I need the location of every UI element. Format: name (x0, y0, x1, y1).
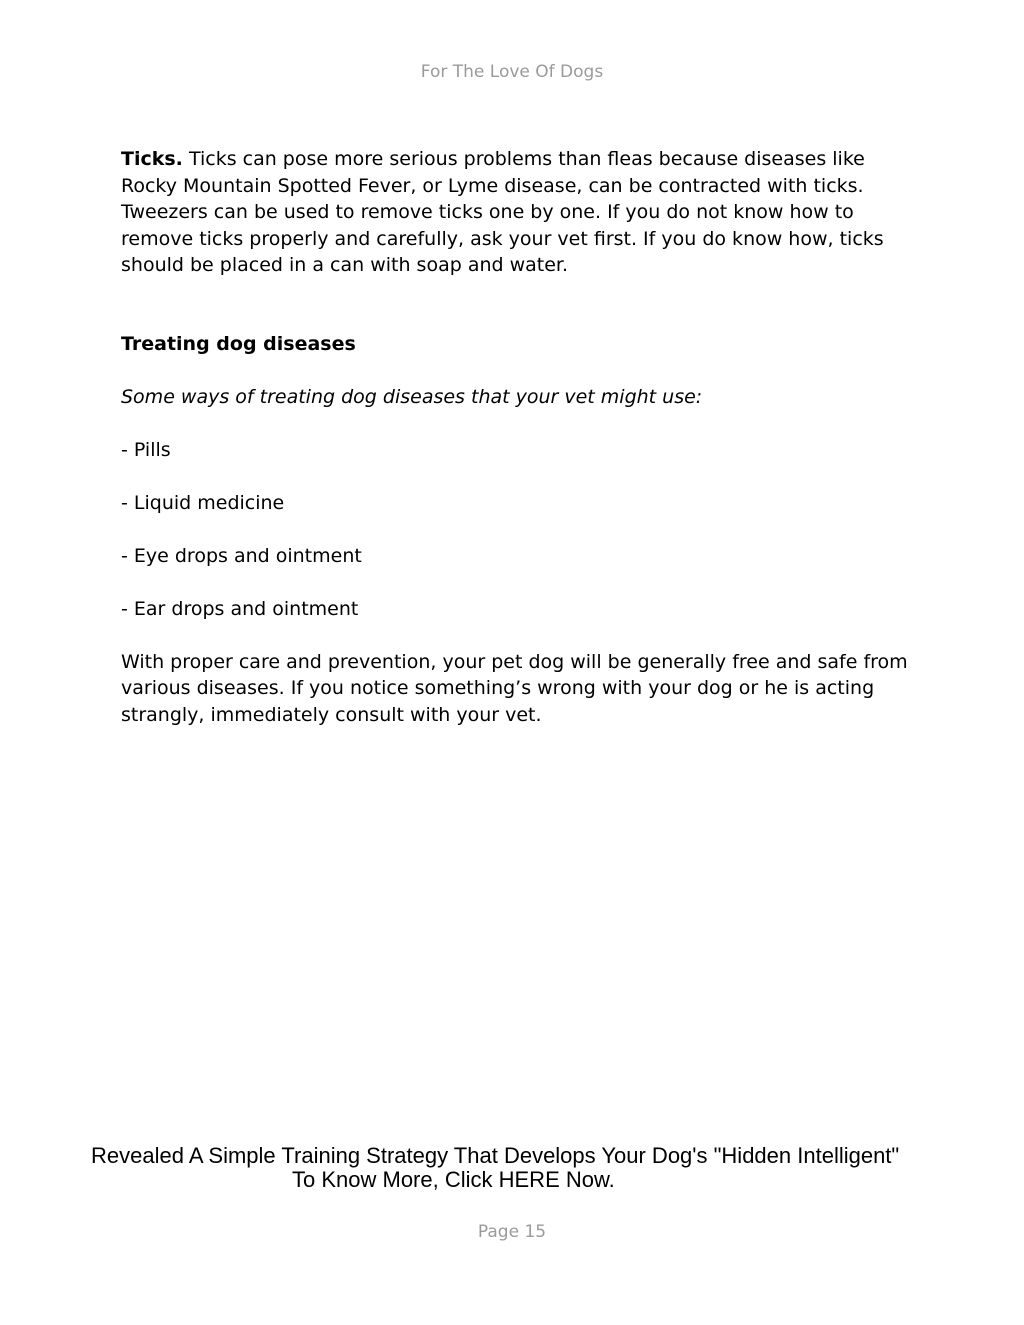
promo-headline: Revealed A Simple Training Strategy That Develops Your Dog's "Hidden Intelligent" (91, 1143, 900, 1168)
page-number: Page 15 (477, 1222, 547, 1242)
closing-paragraph: With proper care and prevention, your pet dog will be generally free and safe from various diseases. If you notice something’s wrong with your dog or he is acting strangly, immediately consult with your vet. (121, 650, 908, 726)
list-item-ear-drops: - Ear drops and ointment (121, 597, 359, 620)
list-item-pills: - Pills (121, 438, 171, 461)
list-item-eye-drops: - Eye drops and ointment (121, 544, 362, 567)
page-content (121, 146, 911, 728)
list-item-liquid-medicine: - Liquid medicine (121, 491, 285, 514)
ticks-label: Ticks. (121, 148, 183, 170)
ticks-text: Ticks can pose more serious problems than fleas because diseases like Rocky Mountain Spotted Fever, or Lyme disease, can be contracted with ticks. Tweezers can be used to remove ticks one by one. If you do not know how to remove ticks properly and carefully, ask your vet first. If you do know how, ticks should be placed in a can with soap and water. (121, 148, 884, 276)
ticks-paragraph (121, 146, 911, 279)
promo-link[interactable]: To Know More, Click HERE Now. (292, 1167, 615, 1192)
treatment-intro: Some ways of treating dog diseases that your vet might use: (121, 385, 703, 408)
section-heading: Treating dog diseases (121, 332, 356, 355)
running-header: For The Love Of Dogs (420, 62, 604, 82)
